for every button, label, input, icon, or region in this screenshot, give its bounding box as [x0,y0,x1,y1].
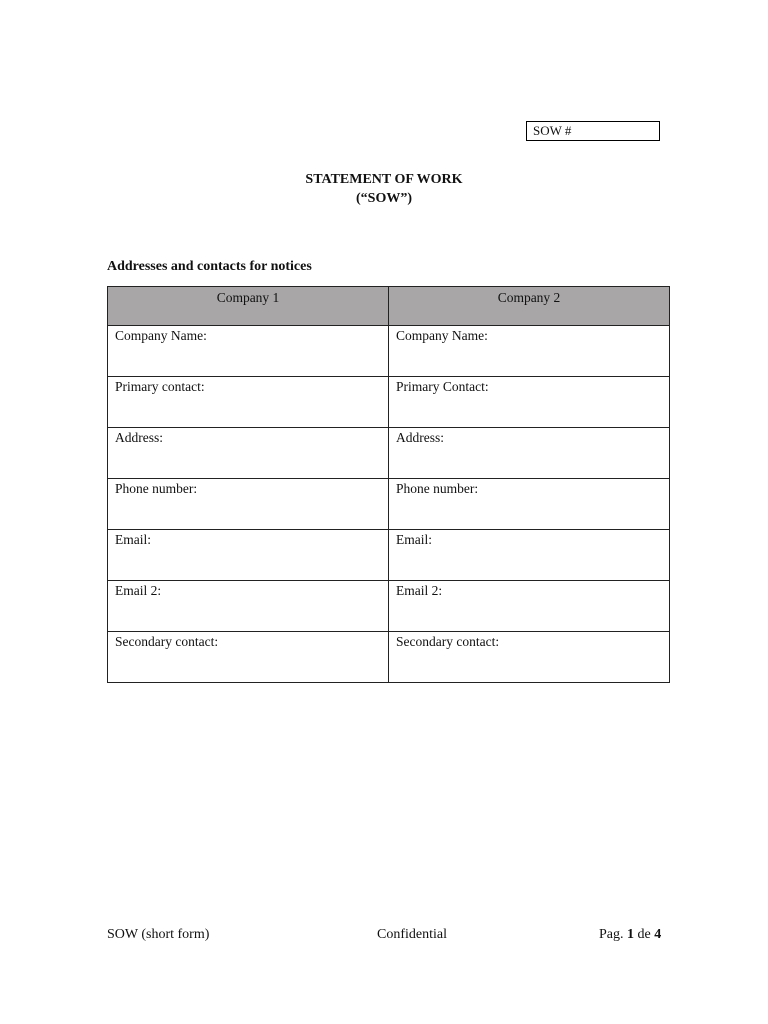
company-1-address-field[interactable]: Address: [108,428,389,479]
table-row [108,632,670,683]
table-row [108,326,670,377]
page-prefix: Pag. [599,927,624,942]
company-2-phone-field[interactable]: Phone number: [389,479,670,530]
company-2-email-field[interactable]: Email: [389,530,670,581]
company-1-email-2-field[interactable]: Email 2: [108,581,389,632]
page-separator: de [637,927,651,942]
footer-confidential: Confidential [377,927,447,942]
header-company-2: Company 2 [389,287,670,326]
company-2-email-2-field[interactable]: Email 2: [389,581,670,632]
company-2-address-field[interactable]: Address: [389,428,670,479]
contacts-table [107,286,670,683]
page-current: 1 [627,927,634,942]
section-heading: Addresses and contacts for notices [107,259,312,274]
table-row [108,530,670,581]
footer-page-number [599,926,661,944]
table-row [108,377,670,428]
company-1-email-field[interactable]: Email: [108,530,389,581]
company-1-phone-field[interactable]: Phone number: [108,479,389,530]
company-2-name-field[interactable]: Company Name: [389,326,670,377]
page-total: 4 [654,927,662,942]
company-2-primary-contact-field[interactable]: Primary Contact: [389,377,670,428]
header-company-1: Company 1 [108,287,389,326]
document-subtitle: (“SOW”) [356,191,412,206]
table-row [108,428,670,479]
sow-number-label: SOW # [533,123,572,138]
company-2-secondary-contact-field[interactable]: Secondary contact: [389,632,670,683]
table-row [108,479,670,530]
document-title: STATEMENT OF WORK [305,172,463,187]
company-1-secondary-contact-field[interactable]: Secondary contact: [108,632,389,683]
footer-document-type: SOW (short form) [107,927,210,942]
sow-number-box [526,121,660,141]
table-header-row [108,287,670,326]
company-1-name-field[interactable]: Company Name: [108,326,389,377]
company-1-primary-contact-field[interactable]: Primary contact: [108,377,389,428]
table-row [108,581,670,632]
